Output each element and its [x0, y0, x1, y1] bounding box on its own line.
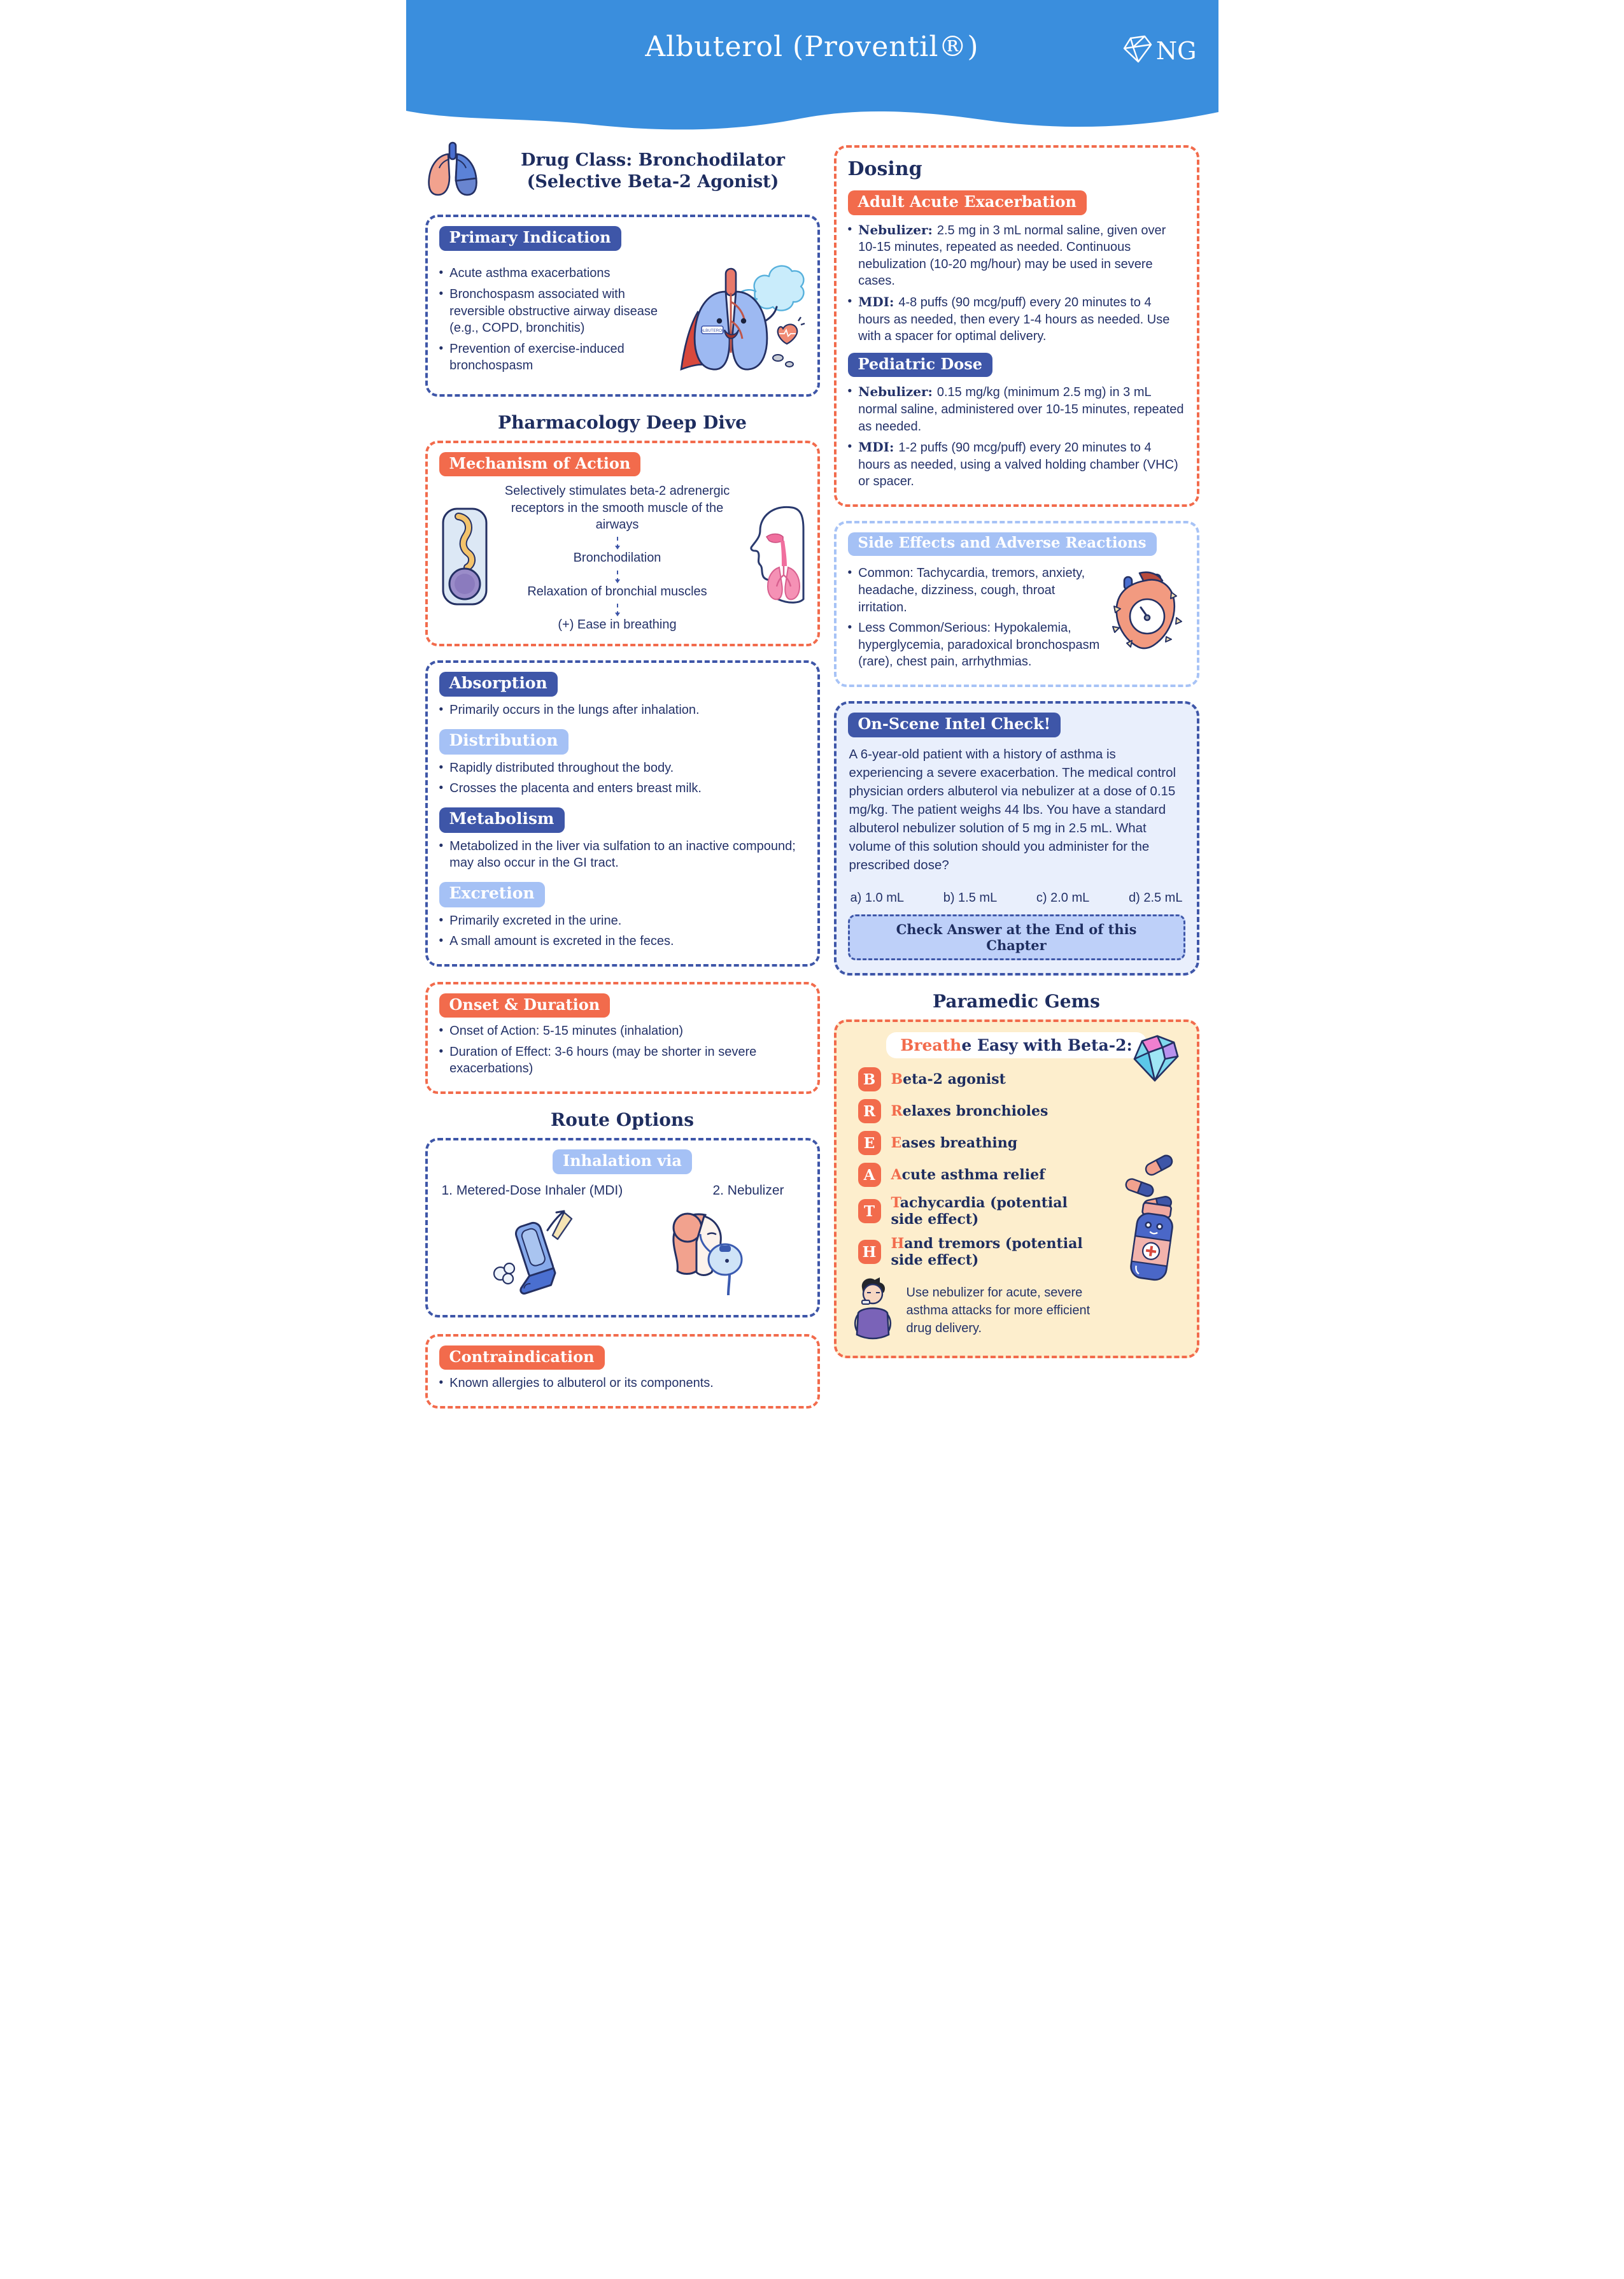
header-wave — [406, 96, 1218, 132]
drug-class-text — [486, 150, 820, 193]
left-column — [425, 136, 820, 1409]
adme-title-metabolism: Metabolism — [439, 807, 565, 833]
list-item — [439, 265, 661, 282]
mnemonic-first-letter: R — [891, 1103, 903, 1120]
mnemonic-item — [858, 1067, 1090, 1091]
heart-gauge-icon — [1105, 571, 1185, 660]
dosing-box — [834, 145, 1199, 507]
mechanism-step: (+) Ease in breathing — [558, 618, 677, 632]
mechanism-box — [425, 441, 820, 646]
list-item — [439, 1044, 806, 1077]
list-item — [848, 383, 1185, 435]
paramedic-gems-box — [834, 1019, 1199, 1358]
list-item — [439, 780, 806, 797]
list-item-text: Bronchospasm associated with reversible obstructive airway disease (e.g., COPD, bronchitis) — [449, 287, 658, 336]
albuterol-label: ALBUTEROL — [700, 328, 724, 333]
list-item — [439, 286, 661, 337]
bullet-marker: • — [439, 1376, 444, 1390]
brand-logo-text: NG — [1155, 36, 1197, 65]
bullet-marker: • — [439, 781, 444, 795]
page-header — [406, 0, 1218, 132]
mnemonic-text: Eases breathing — [891, 1135, 1018, 1152]
list-item-text: Nebulizer: 0.15 mg/kg (minimum 2.5 mg) in 3 mL normal saline, administered over 10-15 minutes, repeated as needed. — [858, 384, 1184, 434]
adme-list-metabolism — [439, 838, 806, 872]
list-item — [848, 222, 1185, 290]
mnemonic-letter-tile: B — [858, 1067, 881, 1091]
list-item-text: A small amount is excreted in the feces. — [449, 934, 674, 949]
mnemonic-item — [858, 1235, 1090, 1268]
check-answer-button[interactable]: Check Answer at the End of this Chapter — [848, 914, 1185, 960]
adult-dose-list — [848, 222, 1185, 345]
bullet-marker: • — [439, 913, 444, 927]
bullet-marker: • — [439, 703, 444, 717]
answer-option: d) 2.5 mL — [1128, 891, 1183, 905]
list-item — [439, 838, 806, 872]
mechanism-step: Bronchodilation — [573, 551, 661, 565]
list-item-text: Onset of Action: 5-15 minutes (inhalation) — [449, 1024, 684, 1039]
pharmacology-heading: Pharmacology Deep Dive — [498, 411, 747, 433]
route-options-box — [425, 1138, 820, 1317]
route-illustrations — [439, 1201, 806, 1305]
list-item — [848, 439, 1185, 490]
gems-note-row — [848, 1276, 1185, 1345]
dosing-heading: Dosing — [847, 158, 922, 180]
inhaler-icon — [486, 1205, 582, 1303]
bullet-marker: • — [847, 440, 852, 454]
list-item — [439, 933, 806, 950]
mnemonic-title-rest: e Easy with Beta-2: — [961, 1036, 1133, 1055]
adme-list-distribution — [439, 760, 806, 797]
list-item-text: Crosses the placenta and enters breast milk. — [449, 781, 702, 796]
mnemonic-first-letter: H — [891, 1235, 905, 1253]
route-options-heading: Route Options — [550, 1109, 695, 1131]
primary-indication-title: Primary Indication — [439, 226, 621, 251]
list-item-text: Nebulizer: 2.5 mg in 3 mL normal saline, given over 10-15 minutes, repeated as needed. Continuous nebulization (10-20 mg/hour) may be used in severe cases. — [858, 222, 1166, 288]
list-item-text: Prevention of exercise-induced bronchospasm — [449, 341, 625, 373]
bullet-marker: • — [439, 1024, 444, 1038]
mechanism-intro: Selectively stimulates beta-2 adrenergic receptors in the smooth muscle of the airways — [504, 484, 730, 532]
flow-arrow-icon — [617, 604, 618, 615]
inhalation-via-title: Inhalation via — [553, 1149, 692, 1174]
mnemonic-text: Tachycardia (potential side effect) — [891, 1195, 1068, 1228]
list-item — [439, 702, 806, 719]
mnemonic-title — [886, 1032, 1147, 1058]
mnemonic-text: Hand tremors (potential side effect) — [891, 1235, 1083, 1269]
mnemonic-first-letter: B — [891, 1071, 903, 1088]
mnemonic-text: Acute asthma relief — [891, 1167, 1045, 1184]
mnemonic-letter-tile: T — [858, 1199, 881, 1223]
lung-hero-illustration — [665, 251, 806, 384]
lungs-icon — [425, 141, 480, 201]
route-item: 1. Metered-Dose Inhaler (MDI) — [441, 1182, 623, 1198]
adme-title-absorption: Absorption — [439, 672, 558, 697]
primary-indication-body — [439, 251, 806, 384]
bullet-marker: • — [847, 222, 852, 236]
contraindication-title: Contraindication — [439, 1345, 605, 1370]
flow-arrow-icon — [617, 537, 618, 548]
intel-check-box — [834, 701, 1199, 976]
drug-class-line1: Drug Class: Bronchodilator — [521, 150, 785, 170]
side-effects-body — [848, 556, 1185, 674]
list-item-text: Primarily occurs in the lungs after inhalation. — [449, 703, 700, 718]
answer-option: c) 2.0 mL — [1036, 891, 1090, 905]
list-item-lead: MDI: — [858, 294, 899, 309]
list-item — [439, 912, 806, 930]
drug-class-line2: (Selective Beta-2 Agonist) — [526, 171, 779, 192]
bullet-marker: • — [847, 621, 852, 635]
primary-indication-list — [439, 261, 661, 378]
mnemonic-title-highlight: Breath — [900, 1036, 962, 1055]
list-item-lead: Nebulizer: — [858, 222, 937, 238]
list-item-text: Known allergies to albuterol or its components. — [449, 1376, 714, 1391]
intel-check-title: On-Scene Intel Check! — [848, 713, 1061, 737]
answer-option: a) 1.0 mL — [850, 891, 904, 905]
mnemonic-item — [858, 1163, 1090, 1187]
route-items — [439, 1174, 806, 1201]
list-item-text: Duration of Effect: 3-6 hours (may be shorter in severe exacerbations) — [449, 1044, 757, 1076]
intel-question: A 6-year-old patient with a history of asthma is experiencing a severe exacerbation. The medical control physician orders albuterol via nebulizer at a dose of 0.15 mg/kg. The patient weighs 44 lbs. You have a standard albuterol nebulizer solution of 5 mg in 2.5 mL. What volume of this solution should you administer for the prescribed dose? — [849, 746, 1176, 873]
answer-option: b) 1.5 mL — [943, 891, 998, 905]
onset-duration-title: Onset & Duration — [439, 993, 611, 1018]
infographic-page — [406, 0, 1218, 1440]
onset-duration-box — [425, 982, 820, 1094]
header-band — [406, 0, 1218, 96]
side-effects-box — [834, 521, 1199, 687]
bullet-marker: • — [439, 839, 444, 853]
adult-dose-title: Adult Acute Exacerbation — [848, 190, 1087, 215]
adme-list-absorption — [439, 702, 806, 719]
mnemonic-text: Relaxes bronchioles — [891, 1103, 1049, 1120]
list-item — [848, 565, 1103, 616]
adme-title-distribution: Distribution — [439, 729, 568, 755]
receptor-cell-icon — [439, 506, 490, 610]
list-item-text: Acute asthma exacerbations — [449, 266, 611, 281]
mechanism-step: Relaxation of bronchial muscles — [527, 584, 707, 599]
bullet-marker: • — [439, 760, 444, 774]
onset-duration-list — [439, 1023, 806, 1077]
mnemonic-item — [858, 1099, 1090, 1123]
mnemonic-letter-tile: E — [858, 1131, 881, 1155]
pediatric-dose-list — [848, 383, 1185, 490]
list-item-text: Rapidly distributed throughout the body. — [449, 760, 674, 775]
bullet-marker: • — [847, 294, 852, 308]
bullet-marker: • — [847, 385, 852, 399]
list-item-lead: MDI: — [858, 439, 899, 455]
contraindication-box — [425, 1334, 820, 1409]
mnemonic-first-letter: A — [891, 1167, 902, 1184]
medicine-bottle-icon — [1126, 1202, 1180, 1286]
mnemonic-first-letter: T — [891, 1195, 900, 1212]
right-column — [834, 136, 1199, 1409]
intel-options — [851, 891, 1183, 905]
list-item-text: Metabolized in the liver via sulfation to an inactive compound; may also occur in the GI tract. — [449, 839, 796, 870]
list-item — [848, 294, 1185, 345]
gems-note-text: Use nebulizer for acute, severe asthma attacks for more efficient drug delivery. — [906, 1286, 1091, 1335]
gem-outline-icon — [1122, 34, 1154, 67]
bullet-marker: • — [439, 341, 444, 355]
mechanism-body — [439, 483, 806, 633]
route-pill-row — [439, 1149, 806, 1174]
pharmacokinetics-box — [425, 660, 820, 967]
list-item-text: MDI: 4-8 puffs (90 mcg/puff) every 20 minutes to 4 hours as needed, then every 1-4 hours as needed. Use with a spacer for optimal delivery. — [858, 294, 1170, 344]
mechanism-title: Mechanism of Action — [439, 452, 641, 477]
pediatric-dose-title: Pediatric Dose — [848, 353, 993, 378]
mnemonic-text: Beta-2 agonist — [891, 1071, 1006, 1088]
list-item-lead: Nebulizer: — [858, 384, 937, 400]
airway-head-icon — [745, 504, 806, 613]
paramedic-person-icon — [848, 1276, 898, 1345]
flow-arrow-icon — [617, 571, 618, 582]
side-effects-title: Side Effects and Adverse Reactions — [848, 532, 1157, 556]
mnemonic-item — [858, 1195, 1090, 1228]
bullet-marker: • — [439, 1044, 444, 1058]
adme-list-excretion — [439, 912, 806, 950]
list-item — [439, 341, 661, 374]
bullet-marker: • — [847, 566, 852, 580]
mnemonic-letter-tile: R — [858, 1099, 881, 1123]
list-item — [439, 1023, 806, 1040]
contraindication-list — [439, 1375, 806, 1392]
brand-logo — [1122, 34, 1197, 67]
list-item-text: Primarily excreted in the urine. — [449, 913, 622, 928]
paramedic-gems-heading: Paramedic Gems — [933, 991, 1100, 1012]
bullet-marker: • — [439, 287, 444, 301]
list-item — [439, 760, 806, 777]
list-item — [848, 620, 1103, 671]
route-item: 2. Nebulizer — [712, 1182, 784, 1198]
primary-indication-box — [425, 215, 820, 397]
mechanism-flow — [494, 483, 741, 633]
page-title: Albuterol (Proventil®) — [645, 31, 979, 63]
side-effects-list — [848, 561, 1103, 674]
mnemonic-first-letter: E — [891, 1135, 902, 1152]
drug-class-heading — [425, 141, 820, 201]
bullet-marker: • — [439, 934, 444, 948]
list-item-text: Less Common/Serious: Hypokalemia, hyperglycemia, paradoxical bronchospasm (rare), chest pain, arrhythmias. — [858, 621, 1100, 669]
list-item — [439, 1375, 806, 1392]
nebulizer-mask-icon — [663, 1206, 759, 1303]
list-item-text: MDI: 1-2 puffs (90 mcg/puff) every 20 minutes to 4 hours as needed, using a valved holding chamber (VHC) or spacer. — [858, 439, 1178, 489]
content — [406, 132, 1218, 1440]
list-item-text: Common: Tachycardia, tremors, anxiety, headache, dizziness, cough, throat irritation. — [858, 566, 1085, 614]
gem-icon — [1126, 1032, 1184, 1088]
mnemonic-letter-tile: A — [858, 1163, 881, 1187]
bullet-marker: • — [439, 266, 444, 280]
adme-title-excretion: Excretion — [439, 882, 545, 907]
mnemonic-letter-tile: H — [858, 1240, 881, 1264]
mnemonic-item — [858, 1131, 1090, 1155]
